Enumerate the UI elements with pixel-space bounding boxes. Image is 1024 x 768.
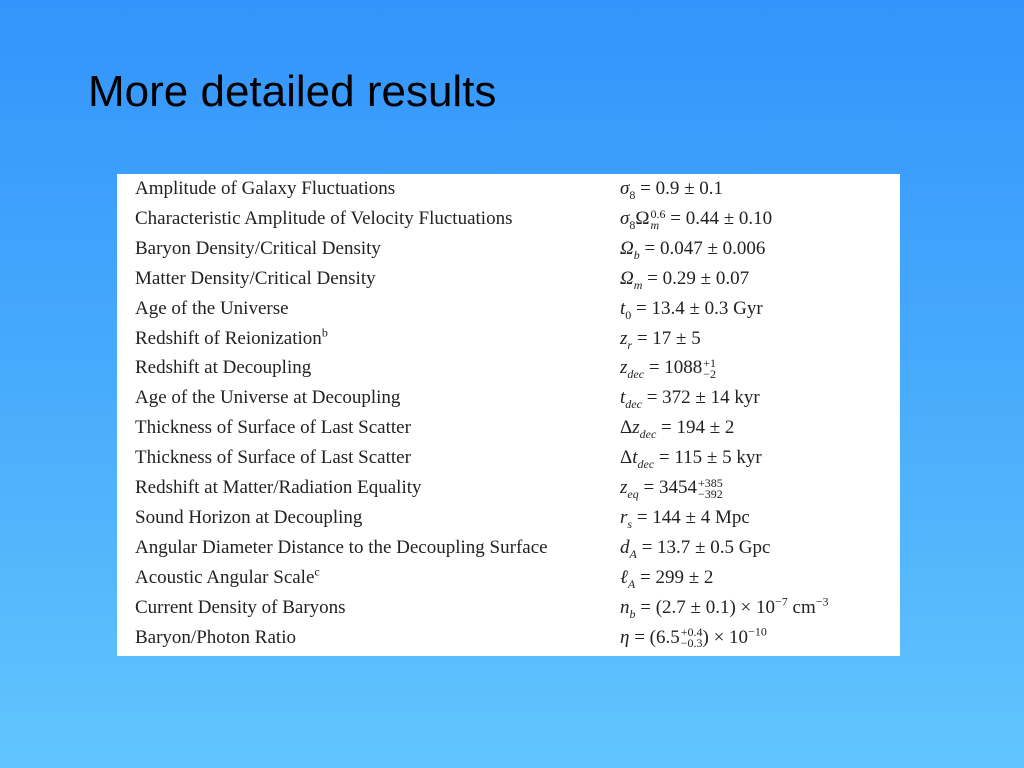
value-text: = 0.9 ± 0.1 [635,178,724,199]
asymmetric-error [697,475,723,501]
symbol: Ω [620,267,634,289]
symbol-subscript: 8 [629,217,636,232]
value-text: = (2.7 ± 0.1) × 10 [635,596,776,618]
parameter-value [620,417,734,439]
parameter-label: Thickness of Surface of Last Scatter [135,417,411,439]
parameter-value [620,537,770,559]
parameter-label: Baryon/Photon Ratio [135,626,296,648]
omega-superscript: 0.6 [650,206,666,221]
parameter-label: Redshift at Decoupling [135,357,312,379]
symbol-subscript: dec [625,397,642,412]
asymmetric-error [681,627,703,649]
value-text: = 299 ± 2 [635,566,714,588]
parameter-name [135,298,289,320]
delta-symbol: Δ [620,447,633,469]
parameter-value [620,357,716,380]
error-upper: +0.4 [680,625,703,640]
parameter-label: Amplitude of Galaxy Fluctuations [135,178,396,199]
symbol: z [620,357,628,379]
exponent: −3 [815,594,829,609]
parameter-name [135,477,422,499]
table-row [117,624,900,654]
parameter-value [620,178,723,200]
symbol-subscript: eq [627,486,639,501]
symbol-subscript: b [633,247,640,262]
error-lower: −2 [703,367,717,382]
parameter-name [135,325,328,350]
parameter-label: Acoustic Angular Scale [135,566,315,588]
parameter-value [620,208,772,231]
parameter-label: Characteristic Amplitude of Velocity Fluctuations [135,207,513,229]
parameter-name [135,268,376,290]
value-text: = 0.44 ± 0.10 [665,207,773,229]
table-row [117,444,900,474]
table-row [117,325,900,355]
symbol-subscript: A [629,546,637,561]
parameter-name [135,417,411,439]
omega-scripts [650,206,666,232]
symbol: η [620,626,630,648]
parameter-value [620,624,767,651]
value-text: = 0.29 ± 0.07 [642,267,750,289]
parameter-name [135,238,381,260]
symbol-subscript: dec [639,426,657,441]
parameter-label: Age of the Universe [135,297,289,319]
parameter-name [135,507,362,529]
symbol-subscript: b [629,606,636,621]
value-tail: ) × 10 [702,626,749,648]
table-row [117,534,900,564]
parameter-value [620,238,765,260]
parameter-name [135,564,320,589]
parameter-value [620,298,763,320]
symbol: n [620,596,630,618]
parameter-name [135,597,346,619]
parameter-value [620,477,723,500]
symbol: d [620,536,630,558]
parameter-value [620,387,760,412]
value-text: = 0.047 ± 0.006 [639,237,766,259]
error-lower: −392 [697,486,723,501]
symbol: r [620,506,628,528]
symbol: σ [620,207,630,229]
parameter-value [620,594,829,621]
exponent: −7 [775,594,788,609]
symbol-subscript: 0 [625,307,632,322]
parameter-label: Thickness of Surface of Last Scatter [135,447,411,469]
error-lower: −0.3 [680,636,703,651]
parameter-label: Redshift at Matter/Radiation Equality [135,477,422,498]
parameter-label: Redshift of Reionization [135,327,322,349]
footnote-mark: c [314,564,320,579]
omega-symbol: Ω [635,207,650,229]
table-row [117,205,900,235]
table-row [117,295,900,325]
value-text: = 13.7 ± 0.5 Gpc [636,536,771,558]
symbol: z [620,477,628,498]
parameter-label: Angular Diameter Distance to the Decoupling Surface [135,536,548,558]
table-row [117,474,900,504]
symbol-subscript: A [627,576,636,591]
delta-symbol: Δ [620,417,633,439]
table-row [117,354,900,384]
parameter-name [135,387,400,409]
parameter-name [135,208,512,230]
symbol-subscript: dec [637,456,655,471]
parameter-value [620,328,701,350]
table-row [117,265,900,295]
parameter-label: Baryon Density/Critical Density [135,237,381,259]
table-row [117,235,900,265]
parameter-value [620,507,750,529]
symbol-subscript: r [627,337,633,352]
value-text: = 194 ± 2 [656,417,735,439]
parameter-value [620,268,749,290]
value-text: = 144 ± 4 Mpc [632,506,750,528]
parameter-name [135,178,395,200]
value-text: = 13.4 ± 0.3 Gyr [631,297,763,319]
parameter-value [620,567,713,589]
symbol: z [620,327,628,349]
parameter-name [135,357,311,379]
value-text: = 3454 [638,477,697,498]
symbol-subscript: 8 [629,187,636,202]
value-text: = 115 ± 5 kyr [654,447,762,469]
symbol: ℓ [620,566,628,588]
value-text: = 372 ± 14 kyr [641,387,760,409]
symbol: t [620,387,626,409]
error-upper: +385 [697,475,723,490]
symbol: σ [620,178,630,199]
parameter-label: Age of the Universe at Decoupling [135,387,401,409]
parameter-name [135,627,296,649]
table-row [117,384,900,414]
parameter-label: Sound Horizon at Decoupling [135,506,363,528]
results-table [117,174,900,656]
value-tail: cm [787,596,816,618]
parameter-label: Matter Density/Critical Density [135,267,376,289]
footnote-mark: b [321,325,328,340]
symbol: z [632,417,640,439]
table-row [117,414,900,444]
symbol: t [632,447,638,469]
symbol-subscript: m [633,277,643,292]
parameter-value [620,447,762,469]
parameter-name [135,447,411,469]
table-row [117,564,900,594]
value-text: = (6.5 [629,626,680,648]
symbol: t [620,297,626,319]
asymmetric-error [703,358,716,380]
error-upper: +1 [703,356,717,371]
value-text: = 1088 [644,357,703,379]
parameter-label: Current Density of Baryons [135,596,346,618]
table-row [117,175,900,205]
symbol: Ω [620,237,634,259]
value-text: = 17 ± 5 [632,327,701,349]
omega-subscript: m [650,217,660,232]
parameter-name [135,537,548,559]
slide-title: More detailed results [88,67,497,116]
table-row [117,504,900,534]
symbol-subscript: s [627,516,633,531]
table-row [117,594,900,624]
exponent: −10 [748,624,767,639]
symbol-subscript: dec [627,367,645,382]
